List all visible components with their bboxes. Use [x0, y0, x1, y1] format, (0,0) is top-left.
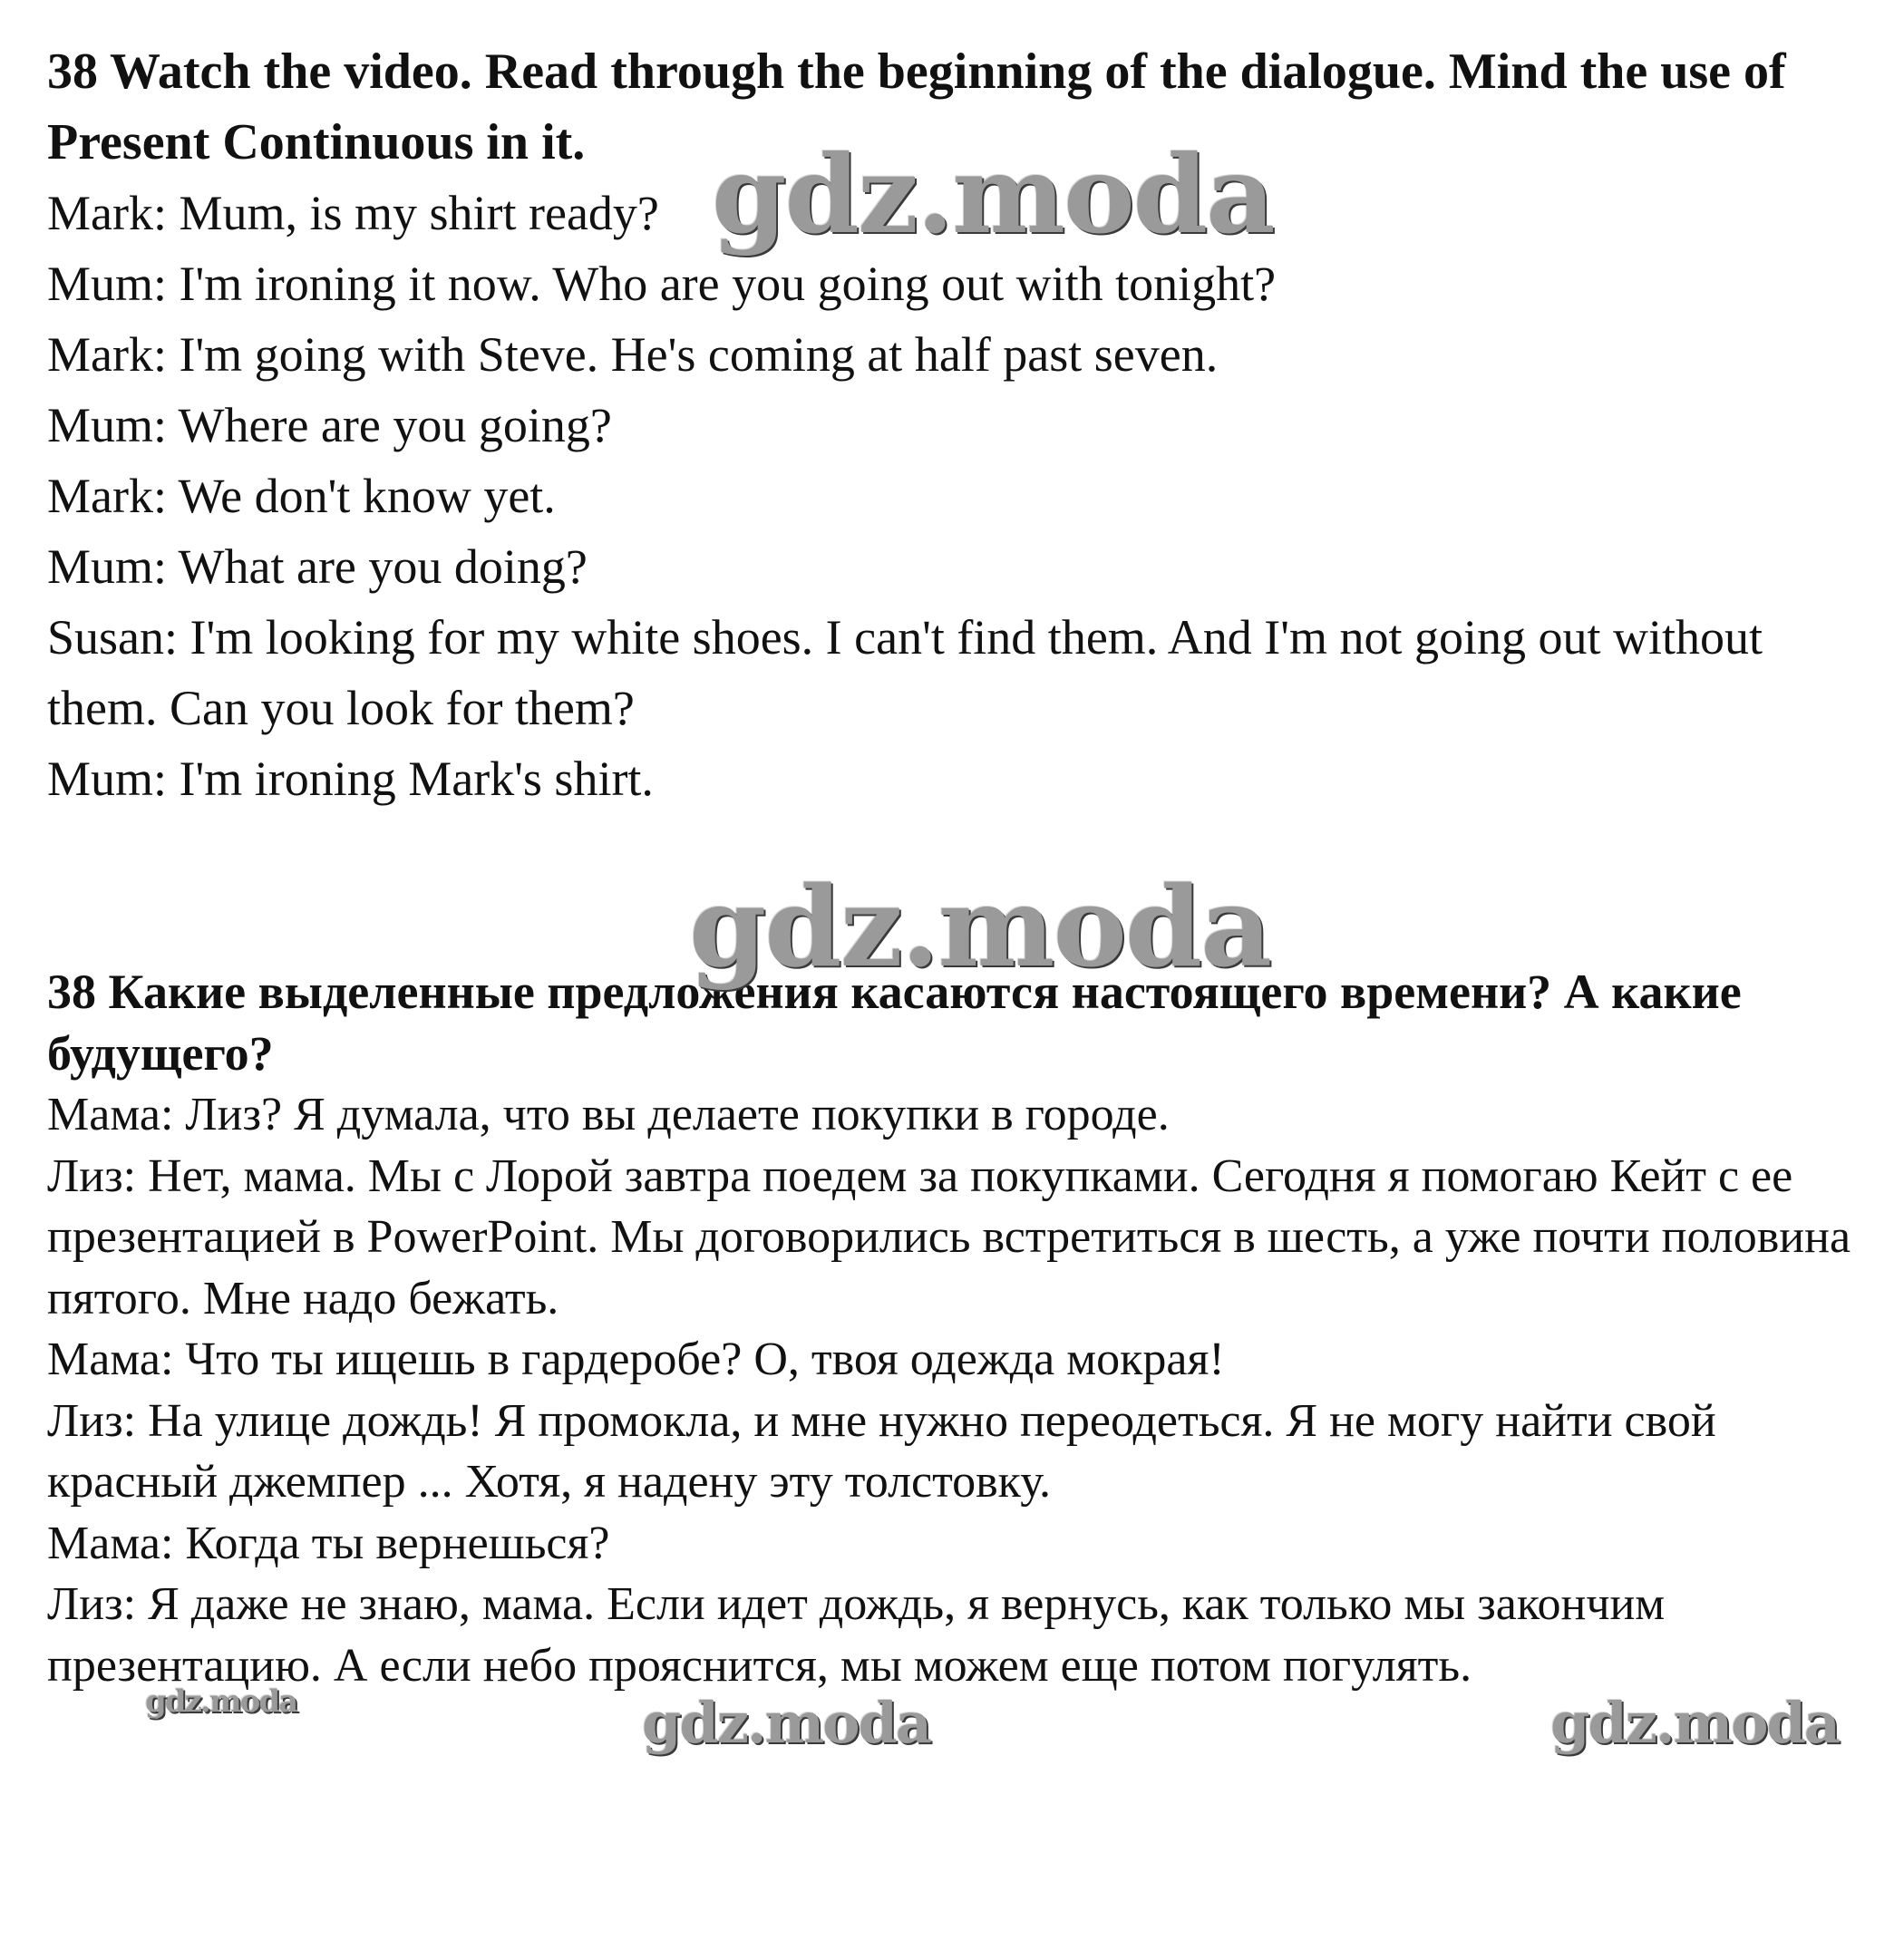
dialogue-line: Mum: Where are you going?	[47, 398, 612, 452]
english-task-heading: 38 Watch the video. Read through the beginning of the dialogue. Mind the use of Present Continuous in it.	[47, 44, 1786, 170]
watermark-logo: gdz.moda	[1550, 1690, 1839, 1756]
dialogue-line: Мама: Лиз? Я думала, что вы делаете покупки в городе.	[47, 1089, 1170, 1140]
dialogue-line: Мама: Когда ты вернешься?	[47, 1517, 610, 1569]
dialogue-line: Лиз: Нет, мама. Мы с Лорой завтра поедем за покупками. Сегодня я помогаю Кейт с ее презентацией в PowerPoint. Мы договорились встретиться в шесть, а уже почти половина пятого. Мне надо бежать.	[47, 1149, 1851, 1324]
watermark-logo: gdz.moda	[642, 1690, 930, 1756]
dialogue-line: Mark: Mum, is my shirt ready?	[47, 186, 659, 240]
dialogue-line: Mark: We don't know yet.	[47, 469, 556, 523]
dialogue-line: Mark: I'm going with Steve. He's coming at half past seven.	[47, 327, 1219, 382]
watermark-logo: gdz.moda	[712, 131, 1274, 257]
watermark-logo: gdz.moda	[689, 861, 1271, 992]
russian-task-heading: 38 Какие выделенные предложения касаются настоящего времени? А какие будущего?	[47, 965, 1742, 1081]
russian-section	[47, 961, 1860, 1696]
dialogue-line: Mum: What are you doing?	[47, 539, 588, 594]
dialogue-line: Лиз: Я даже не знаю, мама. Если идет дождь, я вернусь, как только мы закончим презентацию. А если небо прояснится, мы можем еще потом погулять.	[47, 1578, 1666, 1692]
dialogue-line: Mum: I'm ironing it now. Who are you going out with tonight?	[47, 257, 1277, 311]
russian-dialogue	[47, 1084, 1860, 1696]
dialogue-line: Мама: Что ты ищешь в гардеробе? О, твоя одежда мокрая!	[47, 1334, 1225, 1385]
english-dialogue	[47, 178, 1860, 814]
dialogue-line: Лиз: На улице дождь! Я промокла, и мне нужно переодеться. Я не могу найти свой красный джемпер ... Хотя, я надену эту толстовку.	[47, 1394, 1716, 1508]
dialogue-line: Mum: I'm ironing Mark's shirt.	[47, 752, 654, 806]
dialogue-line: Susan: I'm looking for my white shoes. I can't find them. And I'm not going out without them. Can you look for them?	[47, 610, 1763, 735]
watermark-logo: gdz.moda	[145, 1683, 297, 1720]
